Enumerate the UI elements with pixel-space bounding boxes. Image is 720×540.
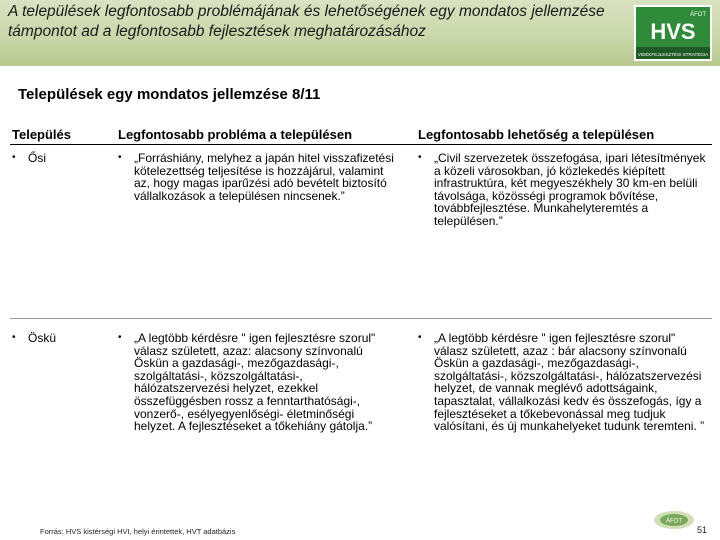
- column-header-opportunity: Legfontosabb lehetőség a településen: [418, 127, 655, 142]
- table-row-town: • Öskü: [12, 331, 57, 345]
- page-title: A települések legfontosabb problémájának és lehetőségének egy mondatos jellemzése támpontot ad a legfontosabb fejlesztések meghatározásához: [8, 3, 605, 40]
- page-number: 51: [697, 525, 708, 535]
- table-row-opportunity: • „A legtöbb kérdésre " igen fejlesztésre szorul" válasz született, azaz : bár alacsony színvonalú Öskün a gazdasági-, mezőgazdasági-, szolgáltatási-, közszolgáltatási-, hálózatszervezési helyzet, de vannak meglévő adottságaink, tapasztalat, vállalkozási kedv és összefogás, így a fejlesztéseket a tőkebevonással meg tudjuk valósítani, és új munkahelyeket tudunk teremteni. ”: [418, 331, 705, 434]
- logo-top-text: ÁFOT: [690, 12, 706, 18]
- column-header-problem: Legfontosabb probléma a településen: [118, 127, 353, 142]
- bullet-icon: •: [12, 152, 16, 163]
- header-divider: [10, 144, 712, 145]
- header-banner: [0, 0, 720, 66]
- footer-logo: [652, 507, 696, 531]
- footer-logo-text: ÁFOT: [666, 518, 682, 525]
- logo-brand: HVS: [650, 19, 696, 44]
- row-divider: [10, 318, 712, 319]
- section-subtitle: Települések egy mondatos jellemzése 8/11: [18, 86, 321, 103]
- bullet-icon: •: [418, 332, 422, 343]
- table-row-town: • Ősi: [12, 151, 46, 165]
- table-row-problem: • „A legtöbb kérdésre " igen fejlesztésre szorul" válasz született, azaz: alacsony színvonalú Öskün a gazdasági-, mezőgazdasági-, szolgáltatási-, közszolgáltatási-, hálózatszervezési helyzet, ezekkel összefüggésben rossz a fenntarthatósági-, vonzerő-, esélyegyenlőségi- életminőségi helyzet. A fejlesztéseket a tőkehiány gátolja.”: [118, 331, 376, 434]
- table-row-opportunity: • „Civil szervezetek összefogása, ipari létesítmények a közeli városokban, jó közlekedés kiépített infrastruktúra, két megyeszékhely 30 km-en belüli távolsága, közösségi programok bővítése, továbbfejlesztése. Munkahelyteremtés a településen.”: [418, 151, 706, 228]
- hvs-logo: [634, 5, 712, 61]
- table-row-problem: • „Forráshiány, melyhez a japán hitel visszafizetési kötelezettség teljesítése is hozzájárul, valamint az, hogy magas iparűzési adó bevételt biztosító vállalkozások a településen nincsenek.”: [118, 151, 394, 203]
- bullet-icon: •: [118, 152, 122, 163]
- column-header-town: Település: [12, 127, 72, 142]
- bullet-icon: •: [118, 332, 122, 343]
- logo-caption: VIDÉKFEJLESZTÉSI STRATÉGIA: [637, 52, 709, 57]
- bullet-icon: •: [12, 332, 16, 343]
- bullet-icon: •: [418, 152, 422, 163]
- source-note: Forrás: HVS kistérségi HVI, helyi érintettek, HVT adatbázis: [40, 527, 236, 536]
